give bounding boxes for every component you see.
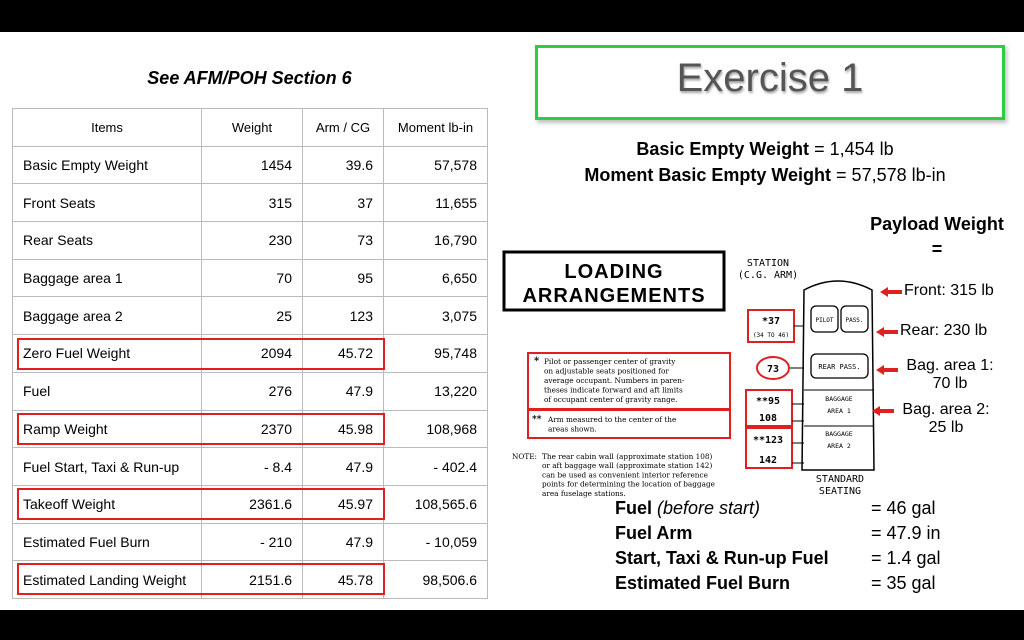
cell-moment: 98,506.6: [384, 561, 488, 599]
fuel-arm-row: [615, 521, 692, 546]
table-row: [13, 146, 488, 184]
note1-line: Pilot or passenger center of gravity: [544, 357, 676, 366]
moment-label: Moment Basic Empty Weight: [584, 165, 832, 185]
highlight-landing: [17, 563, 385, 595]
cell-weight: 2361.6: [202, 485, 303, 523]
cell-moment: - 402.4: [384, 448, 488, 486]
payload-bag2-line2: 25 lb: [928, 419, 964, 436]
baggage2-label: BAGGAGE: [825, 430, 853, 438]
station-73: 73: [766, 364, 780, 375]
payload-bag1-line2: 70 lb: [932, 375, 968, 392]
cell-weight: 2151.6: [202, 561, 303, 599]
header-arm: Arm / CG: [303, 109, 384, 147]
note3-line: The rear cabin wall (approximate station 108): [542, 452, 713, 461]
station-37-range: (34 TO 46): [752, 332, 790, 339]
cell-weight: 25: [202, 297, 303, 335]
section-title: See AFM/POH Section 6: [147, 68, 352, 88]
moment-value: = 57,578 lb-in: [831, 165, 946, 185]
fuel-burn-row: [615, 571, 790, 596]
cell-item: Fuel: [13, 372, 202, 410]
payload-equals: =: [931, 239, 943, 259]
note1-line: on adjustable seats positioned for: [544, 366, 669, 376]
payload-title: [862, 212, 1012, 262]
baggage1-label: BAGGAGE: [825, 395, 853, 403]
area2-label: AREA 2: [827, 442, 851, 450]
fuel-row: [615, 496, 760, 521]
table-row: [13, 523, 488, 561]
start-taxi-label: Start, Taxi & Run-up Fuel: [615, 548, 829, 568]
cell-item: Rear Seats: [13, 222, 202, 260]
note3-label: NOTE:: [512, 452, 538, 461]
table-header-row: [13, 109, 488, 147]
cell-arm: 47.9: [303, 372, 384, 410]
cell-arm: 47.9: [303, 448, 384, 486]
cell-item: Ramp Weight: [13, 410, 202, 448]
header-moment: Moment lb-in: [384, 109, 488, 147]
cell-moment: 3,075: [384, 297, 488, 335]
cell-moment: 108,565.6: [384, 485, 488, 523]
payload-title-text: Payload Weight: [870, 214, 1004, 234]
note2-line: Arm measured to the center of the: [548, 415, 677, 424]
cell-moment: 11,655: [384, 184, 488, 222]
cell-moment: 6,650: [384, 259, 488, 297]
cell-moment: 16,790: [384, 222, 488, 260]
station-142: 142: [758, 455, 778, 466]
note1-line: theses indicate forward and aft limits: [544, 385, 683, 395]
payload-bag2-line1: Bag. area 2:: [902, 401, 990, 418]
cell-weight: 276: [202, 372, 303, 410]
arrow-rear: [876, 327, 898, 337]
payload-bag1: [898, 357, 1002, 393]
note3-line: points for determining the location of baggage: [542, 479, 715, 489]
table-row: [13, 222, 488, 260]
note2-line: areas shown.: [548, 424, 597, 434]
arrow-front: [880, 287, 902, 297]
payload-bag2: [894, 401, 998, 437]
area1-label: AREA 1: [827, 407, 851, 415]
basic-empty-info: [520, 136, 1010, 188]
cell-arm: 73: [303, 222, 384, 260]
cell-weight: - 8.4: [202, 448, 303, 486]
cell-weight: 230: [202, 222, 303, 260]
highlight-ramp: [17, 413, 385, 445]
table-row: [13, 184, 488, 222]
note3-line: area fuselage stations.: [542, 488, 626, 498]
cell-weight: - 210: [202, 523, 303, 561]
cell-arm: 45.97: [303, 485, 384, 523]
note1-line: of occupant center of gravity range.: [544, 395, 678, 404]
fuel-burn-value: = 35 gal: [871, 573, 936, 593]
cell-moment: 108,968: [384, 410, 488, 448]
station-label-2: (C.G. ARM): [737, 270, 799, 281]
station-37: *37: [761, 316, 781, 327]
cell-arm: 45.78: [303, 561, 384, 599]
pilot-label: PILOT: [815, 317, 834, 324]
fuel-arm-value: = 47.9 in: [871, 523, 941, 543]
cell-item: Estimated Landing Weight: [13, 561, 202, 599]
cell-weight: 2370: [202, 410, 303, 448]
payload-bag1-line1: Bag. area 1:: [906, 357, 994, 374]
fuel-burn-label: Estimated Fuel Burn: [615, 573, 791, 593]
loading-diagram: [498, 220, 878, 500]
cell-arm: 95: [303, 259, 384, 297]
cell-arm: 45.72: [303, 335, 384, 373]
cell-moment: 95,748: [384, 335, 488, 373]
table-row: [13, 372, 488, 410]
cell-item: Estimated Fuel Burn: [13, 523, 202, 561]
highlight-takeoff: [17, 488, 385, 520]
table-row: [13, 297, 488, 335]
station-95: **95: [755, 396, 781, 407]
note2-star: **: [532, 415, 542, 425]
cell-arm: 47.9: [303, 523, 384, 561]
station-label-1: STATION: [746, 258, 790, 269]
cell-arm: 123: [303, 297, 384, 335]
start-taxi-row: [615, 546, 829, 571]
fuel-label: Fuel (before start): [615, 498, 761, 518]
exercise-title: Exercise 1: [676, 56, 864, 100]
cell-arm: 39.6: [303, 146, 384, 184]
pass-label: PASS.: [845, 317, 864, 324]
bew-value: = 1,454 lb: [809, 139, 894, 159]
cell-moment: 13,220: [384, 372, 488, 410]
cell-arm: 37: [303, 184, 384, 222]
cell-item: Zero Fuel Weight: [13, 335, 202, 373]
note1-line: average occupant. Numbers in paren-: [544, 376, 685, 385]
payload-front: Front: 315 lb: [904, 282, 994, 299]
cell-item: Fuel Start, Taxi & Run-up: [13, 448, 202, 486]
station-108: 108: [758, 413, 778, 424]
standard-label: STANDARD: [815, 474, 865, 485]
note3-line: or aft baggage wall (approximate station 142): [542, 461, 713, 471]
loading-heading-1: LOADING: [564, 261, 664, 283]
fuel-value: = 46 gal: [871, 498, 936, 518]
table-row: [13, 259, 488, 297]
table-row: [13, 448, 488, 486]
loading-heading-2: ARRANGEMENTS: [522, 285, 706, 307]
cell-item: Baggage area 1: [13, 259, 202, 297]
cell-weight: 2094: [202, 335, 303, 373]
cell-weight: 315: [202, 184, 303, 222]
header-items: Items: [13, 109, 202, 147]
cell-item: Basic Empty Weight: [13, 146, 202, 184]
note3-line: can be used as convenient interior reference: [542, 470, 708, 480]
cell-weight: 70: [202, 259, 303, 297]
arrow-bag1: [876, 365, 898, 375]
cell-moment: 57,578: [384, 146, 488, 184]
cell-item: Baggage area 2: [13, 297, 202, 335]
bew-label: Basic Empty Weight: [636, 139, 810, 159]
header-weight: Weight: [202, 109, 303, 147]
cell-item: Takeoff Weight: [13, 485, 202, 523]
slide: [0, 32, 1024, 610]
cell-moment: - 10,059: [384, 523, 488, 561]
cell-weight: 1454: [202, 146, 303, 184]
start-taxi-value: = 1.4 gal: [871, 548, 941, 568]
fuel-arm-label: Fuel Arm: [615, 523, 693, 543]
arrow-bag2: [872, 406, 894, 416]
rear-pass-label: REAR PASS.: [818, 363, 861, 371]
highlight-zero-fuel: [17, 338, 385, 370]
cell-arm: 45.98: [303, 410, 384, 448]
payload-rear: Rear: 230 lb: [900, 322, 988, 339]
station-123: **123: [752, 435, 784, 446]
cell-item: Front Seats: [13, 184, 202, 222]
seating-label: SEATING: [818, 486, 862, 497]
note1-star: *: [534, 356, 540, 367]
